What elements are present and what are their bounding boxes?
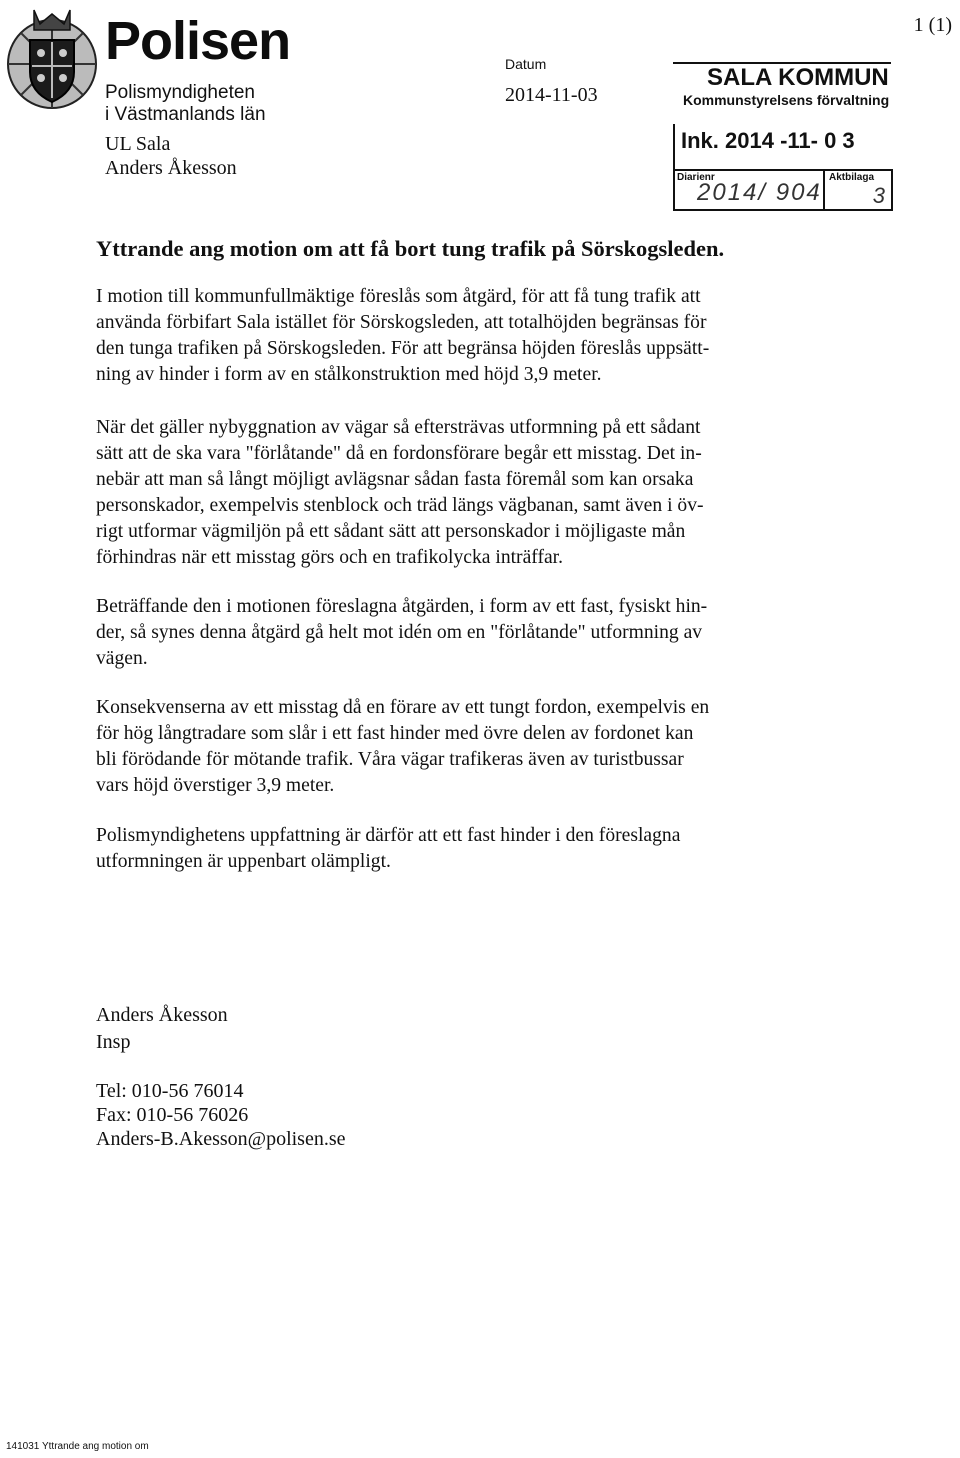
paragraph-line: Beträffande den i motionen föreslagna åtgärden, i form av ett fast, fysiskt hin- xyxy=(96,596,708,617)
contact-block xyxy=(96,1079,346,1151)
paragraph xyxy=(96,415,816,571)
document-title: Yttrande ang motion om att få bort tung trafik på Sörskogsleden. xyxy=(96,236,725,261)
organization xyxy=(105,82,266,126)
paragraph-line: förhindras när ett misstag görs och en trafikolycka inträffar. xyxy=(96,547,564,568)
stamp-diary-box xyxy=(673,169,825,211)
stamp-municipality: SALA KOMMUN xyxy=(707,64,889,91)
police-crest-icon xyxy=(4,6,100,114)
brand-name: Polisen xyxy=(105,11,291,71)
received-stamp xyxy=(673,62,891,210)
unit-block xyxy=(105,132,237,180)
stamp-attachment-box xyxy=(823,169,893,211)
org-line: Polismyndigheten xyxy=(105,82,255,103)
date-value: 2014-11-03 xyxy=(505,84,598,106)
signature-block xyxy=(96,1002,228,1056)
stamp-received: Ink. 2014 -11- 0 3 xyxy=(681,128,855,153)
paragraph-line: rigt utformar vägmiljön på ett sådant sätt att personskador i möjligaste mån xyxy=(96,521,686,542)
paragraph-line: vägen. xyxy=(96,648,148,669)
stamp-diary-label: Diarienr xyxy=(677,172,715,183)
paragraph-line: När det gäller nybyggnation av vägar så eftersträvas utformning på ett sådant xyxy=(96,417,701,438)
paragraph xyxy=(96,284,816,388)
org-line: i Västmanlands län xyxy=(105,104,266,125)
paragraph-line: för hög långtradare som slår i ett fast hinder med övre delen av fordonet kan xyxy=(96,723,694,744)
signer-name: Anders Åkesson xyxy=(96,1004,228,1026)
signer-title: Insp xyxy=(96,1031,131,1053)
paragraph-line: sätt att de ska vara "förlåtande" då en fordonsförare begår ett misstag. Det in- xyxy=(96,443,702,464)
paragraph-line: der, så synes denna åtgärd gå helt mot idén om en "förlåtande" utformning av xyxy=(96,622,703,643)
paragraph-line: nebär att man så långt möjligt avlägsnar sådan fasta föremål som kan orsaka xyxy=(96,469,694,490)
paragraph-line: ning av hinder i form av en stålkonstruktion med höjd 3,9 meter. xyxy=(96,364,602,385)
contact-email[interactable]: Anders-B.Akesson@polisen.se xyxy=(96,1128,346,1150)
contact-fax: Fax: 010-56 76026 xyxy=(96,1104,249,1126)
footer-filename: 141031 Yttrande ang motion om xyxy=(6,1441,149,1452)
paragraph-line: Konsekvenserna av ett misstag då en förare av ett tungt fordon, exempelvis en xyxy=(96,697,710,718)
paragraph-line: Polismyndighetens uppfattning är därför att ett fast hinder i den föreslagna xyxy=(96,825,681,846)
paragraph-line: I motion till kommunfullmäktige föreslås som åtgärd, för att få tung trafik att xyxy=(96,286,701,307)
unit-line: UL Sala xyxy=(105,133,171,155)
paragraph xyxy=(96,823,816,875)
paragraph-line: vars höjd överstiger 3,9 meter. xyxy=(96,775,335,796)
date-label: Datum xyxy=(505,56,547,72)
stamp-diary-value: 2014/ 904 xyxy=(697,179,822,206)
paragraph-line: personskador, exempelvis stenblock och träd längs vägbanan, samt även i öv- xyxy=(96,495,704,516)
page-number: 1 (1) xyxy=(913,14,952,36)
paragraph xyxy=(96,695,816,799)
paragraph-line: den tunga trafiken på Sörskogsleden. För att begränsa höjden föreslås uppsätt- xyxy=(96,338,710,359)
paragraph-line: bli förödande för mötande trafik. Våra vägar trafikeras även av turistbussar xyxy=(96,749,684,770)
stamp-attachment-value: 3 xyxy=(872,183,885,208)
paragraph-line: utformningen är uppenbart olämpligt. xyxy=(96,851,391,872)
paragraph-line: använda förbifart Sala istället för Sörskogsleden, att totalhöjden begränsas för xyxy=(96,312,707,333)
stamp-department: Kommunstyrelsens förvaltning xyxy=(683,92,890,108)
contact-tel: Tel: 010-56 76014 xyxy=(96,1080,244,1102)
paragraph xyxy=(96,594,816,672)
unit-line: Anders Åkesson xyxy=(105,157,237,179)
stamp-attachment-label: Aktbilaga xyxy=(829,172,875,183)
